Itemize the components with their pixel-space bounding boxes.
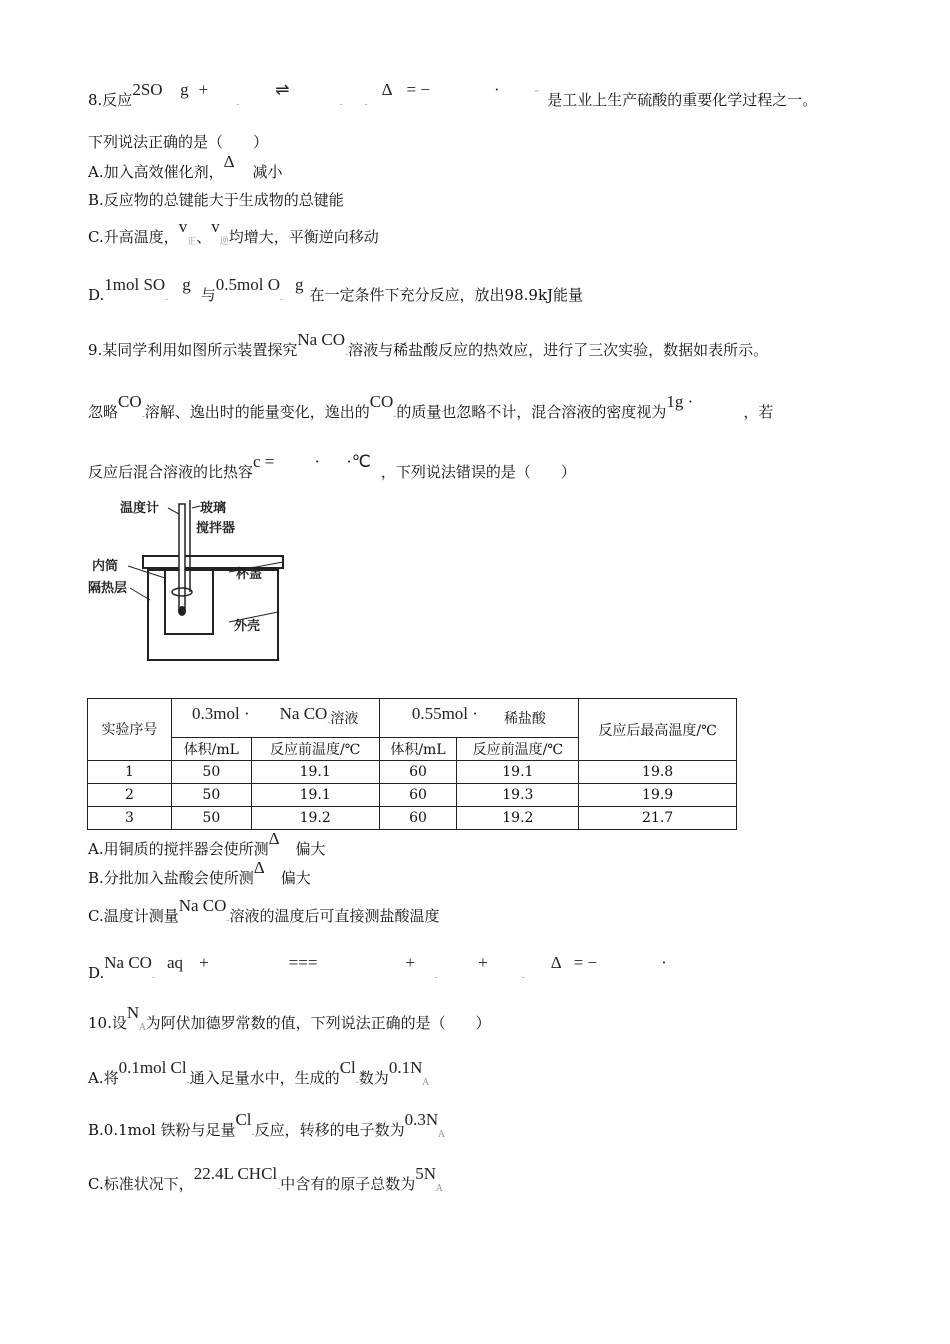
thermometer <box>179 504 185 610</box>
calorimeter-diagram <box>88 492 298 667</box>
formula-dot: · <box>314 452 321 471</box>
q10-option-b <box>88 1110 445 1143</box>
cell: 50 <box>171 807 251 830</box>
header-seq: 实验序号 <box>88 699 172 761</box>
table-row <box>88 761 737 784</box>
formula-plus: + <box>199 953 209 972</box>
q10-number: 10.设 <box>88 1014 127 1032</box>
q9-c-text: C.温度计测量 <box>88 907 179 925</box>
formula-03na: 0.3N <box>404 1110 439 1129</box>
delta-symbol: Δ <box>550 953 562 972</box>
formula-na2co3: Na CO <box>297 330 346 349</box>
formula-g: g <box>295 275 304 294</box>
q8-line-1 <box>88 80 818 113</box>
cell: 19.9 <box>579 784 737 807</box>
q9-d-label: D. <box>88 964 105 982</box>
sub-a: A <box>422 1078 429 1088</box>
q9-a-text: A.用铜质的搅拌器会使所测 <box>88 840 269 858</box>
sub-mark: - <box>165 295 169 305</box>
sub-a: A <box>139 1023 146 1033</box>
formula-cl2: Cl <box>235 1110 252 1129</box>
q10-stem <box>88 1003 491 1036</box>
sub-mark: - <box>345 350 349 360</box>
sub-ni: 逆 <box>219 237 229 247</box>
formula-2so: 2SO <box>132 80 163 99</box>
q10-c-text: C.标准状况下， <box>88 1175 194 1193</box>
q8-option-c <box>88 217 379 250</box>
label-lid: 杯盖 <box>236 567 263 582</box>
cell: 2 <box>88 784 172 807</box>
q9-number: 9.某同学利用如图所示装置探究 <box>88 341 298 359</box>
formula-aq: aq <box>167 953 184 972</box>
delta-symbol: Δ <box>253 858 265 877</box>
experiment-table <box>87 698 737 830</box>
sub-mark: - <box>277 1184 281 1194</box>
q10-b-mid: 反应，转移的电子数为 <box>254 1121 405 1139</box>
label-inner-cup: 内筒 <box>92 559 119 574</box>
thermometer-bulb <box>178 606 186 616</box>
q8-option-b <box>88 190 344 210</box>
formula-dot: · <box>493 80 500 99</box>
q10-stem-suffix: 为阿伏加德罗常数的值，下列说法正确的是（ ） <box>145 1014 491 1032</box>
sub-a: A <box>436 1184 443 1194</box>
formula-plus: + <box>405 953 416 972</box>
sub-mark: - <box>521 973 525 983</box>
sub-mark: - <box>364 100 368 110</box>
formula-1molso: 1mol SO <box>104 275 166 294</box>
q10-option-a <box>88 1058 429 1091</box>
q8-a-text: A.加入高效催化剂， <box>88 163 224 181</box>
q9-b-suffix: 偏大 <box>280 869 311 887</box>
header-hcl-conc: 0.55mol · <box>411 704 478 723</box>
header-na2co3-formula: Na CO <box>279 704 328 723</box>
cell: 50 <box>171 761 251 784</box>
sub-a: A <box>438 1130 445 1140</box>
cell: 19.1 <box>457 761 579 784</box>
leader-line <box>168 508 179 514</box>
sub-mark: - <box>251 1130 255 1140</box>
sub-mark: - <box>151 973 156 983</box>
sub-mark: - <box>339 100 343 110</box>
q9-line-3 <box>88 452 576 482</box>
delta-symbol: Δ <box>268 829 280 848</box>
cell: 3 <box>88 807 172 830</box>
formula-c: c = <box>253 452 275 471</box>
reversible-arrow: ⇌ <box>275 80 290 99</box>
q8-c-sep: 、 <box>196 228 212 246</box>
q9-line-1 <box>88 330 769 363</box>
leader-line <box>192 506 200 508</box>
formula-equals: === <box>288 953 318 972</box>
table-row <box>88 807 737 830</box>
q9-line-2-mid: 溶解、逸出时的能量变化，逸出的 <box>144 403 370 421</box>
formula-cl-ion: Cl <box>339 1058 356 1077</box>
sub-mark: - <box>186 1078 190 1088</box>
q9-line-2-text: 忽略 <box>88 403 119 421</box>
formula-eq-minus: = − <box>406 80 430 99</box>
cell: 21.7 <box>579 807 737 830</box>
formula-na2co3: Na CO <box>104 953 152 972</box>
header-hcl <box>379 699 579 738</box>
formula-v: v <box>178 217 188 236</box>
label-thermometer: 温度计 <box>120 501 160 516</box>
q9-option-d <box>88 953 667 986</box>
q10-a-mid: 通入足量水中，生成的 <box>189 1069 340 1087</box>
q10-a-text: A.将 <box>88 1069 119 1087</box>
formula-g: g <box>180 80 189 99</box>
sub-mark: - <box>435 973 439 983</box>
header-volume: 体积/mL <box>171 738 251 761</box>
label-stirrer: 搅拌器 <box>196 521 236 536</box>
q8-d-suffix: 在一定条件下充分反应，放出98.9kJ能量 <box>309 286 584 304</box>
q8-number: 8.反应 <box>88 91 133 109</box>
q9-c-suffix: 溶液的温度后可直接测盐酸温度 <box>229 907 440 925</box>
sub-mark: - <box>141 412 145 422</box>
q8-a-suffix: 减小 <box>252 163 283 181</box>
table-row <box>88 784 737 807</box>
label-shell: 外壳 <box>234 619 261 634</box>
formula-01na: 0.1N <box>388 1058 423 1077</box>
q8-b-text: B.反应物的总键能大于生成物的总键能 <box>88 191 344 209</box>
sub-mark: - <box>355 1078 359 1088</box>
header-volume: 体积/mL <box>379 738 457 761</box>
cell: 19.1 <box>251 784 379 807</box>
q9-line-2-suffix: ，若 <box>743 403 774 421</box>
q10-a-mid2: 数为 <box>358 1069 389 1087</box>
sub-mark: - <box>393 412 397 422</box>
formula-eq-minus: = − <box>573 953 598 972</box>
formula-degc: ·℃ <box>346 452 371 471</box>
q9-option-b <box>88 858 311 888</box>
cell: 60 <box>379 784 457 807</box>
formula-plus: + <box>198 80 209 99</box>
cell: 60 <box>379 761 457 784</box>
sub-mark: - <box>236 100 240 110</box>
formula-1g: 1g · <box>666 392 694 411</box>
q9-b-text: B.分批加入盐酸会使所测 <box>88 869 254 887</box>
q9-a-suffix: 偏大 <box>295 840 326 858</box>
cell: 19.3 <box>457 784 579 807</box>
sub-mark: - <box>226 916 230 926</box>
header-max-temp: 反应后最高温度/℃ <box>579 699 737 761</box>
cell: 50 <box>171 784 251 807</box>
sub-mark: - <box>280 295 284 305</box>
formula-co2: CO <box>118 392 142 411</box>
label-glass: 玻璃 <box>200 501 227 516</box>
q8-d-with: 与 <box>200 286 216 304</box>
q8-option-d <box>88 275 584 308</box>
q8-c-suffix: 均增大，平衡逆向移动 <box>228 228 379 246</box>
q10-b-text: B.0.1mol 铁粉与足量 <box>88 1121 236 1139</box>
q9-line-2-mid2: 的质量也忽略不计，混合溶液的密度视为 <box>396 403 667 421</box>
q8-option-a <box>88 152 283 182</box>
formula-v: v <box>211 217 220 236</box>
q8-d-label: D. <box>88 286 105 304</box>
cell: 19.8 <box>579 761 737 784</box>
formula-co2: CO <box>369 392 394 411</box>
inner-cup <box>165 568 213 634</box>
sub-mark: - <box>533 80 540 99</box>
header-temp-before: 反应前温度/℃ <box>457 738 579 761</box>
q10-option-c <box>88 1164 443 1197</box>
header-hcl-name: 稀盐酸 <box>503 711 546 727</box>
formula-na: N <box>126 1003 140 1022</box>
delta-symbol: Δ <box>223 152 235 171</box>
header-temp-before: 反应前温度/℃ <box>251 738 379 761</box>
q10-c-mid: 中含有的原子总数为 <box>280 1175 416 1193</box>
sub-mark: - <box>327 718 331 728</box>
cell: 1 <box>88 761 172 784</box>
header-na2co3 <box>171 699 379 738</box>
formula-plus: + <box>478 953 488 972</box>
cell: 19.2 <box>457 807 579 830</box>
cell: 19.1 <box>251 761 379 784</box>
cell: 19.2 <box>251 807 379 830</box>
formula-01molcl2: 0.1mol Cl <box>118 1058 187 1077</box>
sub-zheng: 正 <box>187 237 197 247</box>
label-insulation: 隔热层 <box>88 581 128 596</box>
q9-line-3-text: 反应后混合溶液的比热容 <box>88 463 254 481</box>
formula-05molo: 0.5mol O <box>215 275 280 294</box>
header-na2co3-suffix: 溶液 <box>330 711 359 727</box>
q8-stem <box>88 132 268 152</box>
q9-line-3-suffix: ，下列说法错误的是（ ） <box>380 463 576 481</box>
q9-option-c <box>88 896 440 929</box>
header-na2co3-conc: 0.3mol · <box>192 704 250 723</box>
formula-g: g <box>182 275 191 294</box>
delta-symbol: Δ <box>381 80 393 99</box>
formula-5na: 5N <box>415 1164 436 1183</box>
cell: 60 <box>379 807 457 830</box>
formula-na2co3: Na CO <box>178 896 227 915</box>
formula-dot: · <box>661 953 667 972</box>
q8-stem-text: 下列说法正确的是（ ） <box>88 133 269 151</box>
q8-suffix: 是工业上生产硫酸的重要化学过程之一。 <box>547 91 818 109</box>
q9-line-1-suffix: 溶液与稀盐酸反应的热效应，进行了三次实验，数据如表所示。 <box>348 341 769 359</box>
q9-option-a <box>88 829 326 859</box>
q8-c-text: C.升高温度， <box>88 228 179 246</box>
q9-line-2 <box>88 392 774 425</box>
formula-chcl3: 22.4L CHCl <box>193 1164 278 1183</box>
